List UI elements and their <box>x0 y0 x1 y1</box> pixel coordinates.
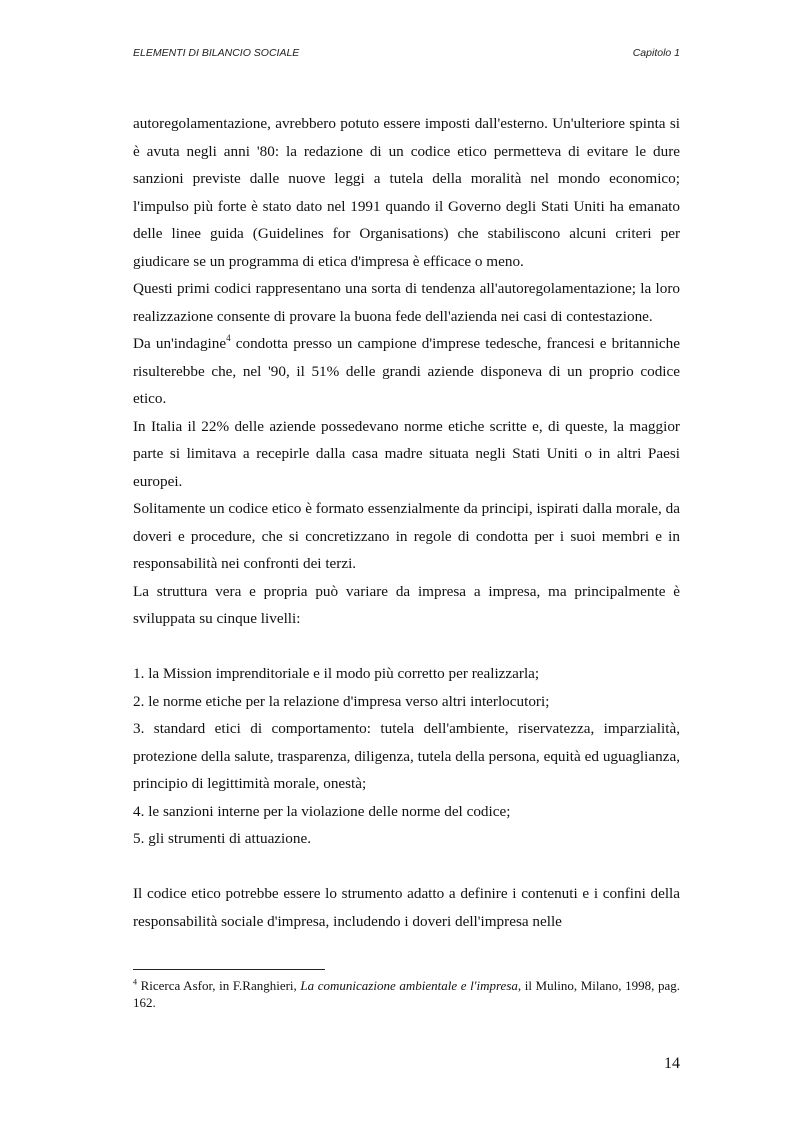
footnote-text-end: , il Mulino, Milano, 1998, pag. 162. <box>133 978 680 1010</box>
header-chapter: Capitolo 1 <box>632 47 680 59</box>
footnote-text-start: Ricerca Asfor, in F.Ranghieri, <box>137 978 301 993</box>
blank-line <box>133 633 680 661</box>
list-item-2: 2. le norme etiche per la relazione d'impresa verso altri interlocutori; <box>133 692 550 710</box>
paragraph-2: Questi primi codici rappresentano una sorta di tendenza all'autoregolamentazione; la loro realizzazione consente di provare la buona fede dell'azienda nei casi di contestazione. <box>133 280 680 325</box>
paragraph-6: La struttura vera e propria può variare da impresa a impresa, ma principalmente è sviluppata su cinque livelli: <box>133 582 680 627</box>
paragraph-7: Il codice etico potrebbe essere lo strumento adatto a definire i contenuti e i confini della responsabilità sociale d'impresa, includendo i doveri dell'impresa nelle <box>133 885 680 930</box>
list-item-1: 1. la Mission imprenditoriale e il modo più corretto per realizzarla; <box>133 665 540 682</box>
paragraph-3 <box>133 330 680 413</box>
blank-line <box>133 853 680 881</box>
footnote-4 <box>133 977 680 1011</box>
list-item-3: 3. standard etici di comportamento: tutela dell'ambiente, riservatezza, imparzialità, protezione della salute, trasparenza, diligenza, tutela della persona, equità ed uguaglianza, principio di legittimità morale, onestà; <box>133 720 680 792</box>
list-item-4: 4. le sanzioni interne per la violazione delle norme del codice; <box>133 802 511 820</box>
footnote-number: 4 <box>133 977 137 987</box>
footnote-ref-4[interactable]: 4 <box>226 332 231 343</box>
paragraph-4: In Italia il 22% delle aziende possedevano norme etiche scritte e, di queste, la maggior parte si limitava a recepirle dalla casa madre situata negli Stati Uniti o in altri Paesi europei. <box>133 417 680 490</box>
footnote-book-title: La comunicazione ambientale e l'impresa <box>300 978 518 993</box>
list-item-5: 5. gli strumenti di attuazione. <box>133 830 311 847</box>
page-number: 14 <box>664 1055 680 1072</box>
paragraph-5: Solitamente un codice etico è formato essenzialmente da principi, ispirati dalla morale, da doveri e procedure, che si concretizzano in regole di condotta per i suoi membri e in responsabilità nei confronti dei terzi. <box>133 500 680 572</box>
paragraph-3-rest: condotta presso un campione d'imprese tedesche, francesi e britanniche risulterebbe che, nel '90, il 51% delle grandi aziende disponeva di un proprio codice etico. <box>133 335 680 407</box>
body-text <box>133 110 680 935</box>
paragraph-1: autoregolamentazione, avrebbero potuto essere imposti dall'esterno. Un'ulteriore spinta si è avuta negli anni '80: la redazione di un codice etico permetteva di evitare le dure sanzioni previste dalle nuove leggi a tutela della moralità nel mondo economico; l'impulso più forte è stato dato nel 1991 quando il Governo degli Stati Uniti ha emanato delle linee guida (Guidelines for Organisations) che stabiliscono alcuni criteri per giudicare se un programma di etica d'impresa è efficace o meno. <box>133 115 680 270</box>
paragraph-3-start: Da un'indagine <box>133 335 227 352</box>
footnote-separator <box>133 969 325 970</box>
header-title: ELEMENTI DI BILANCIO SOCIALE <box>133 47 300 59</box>
